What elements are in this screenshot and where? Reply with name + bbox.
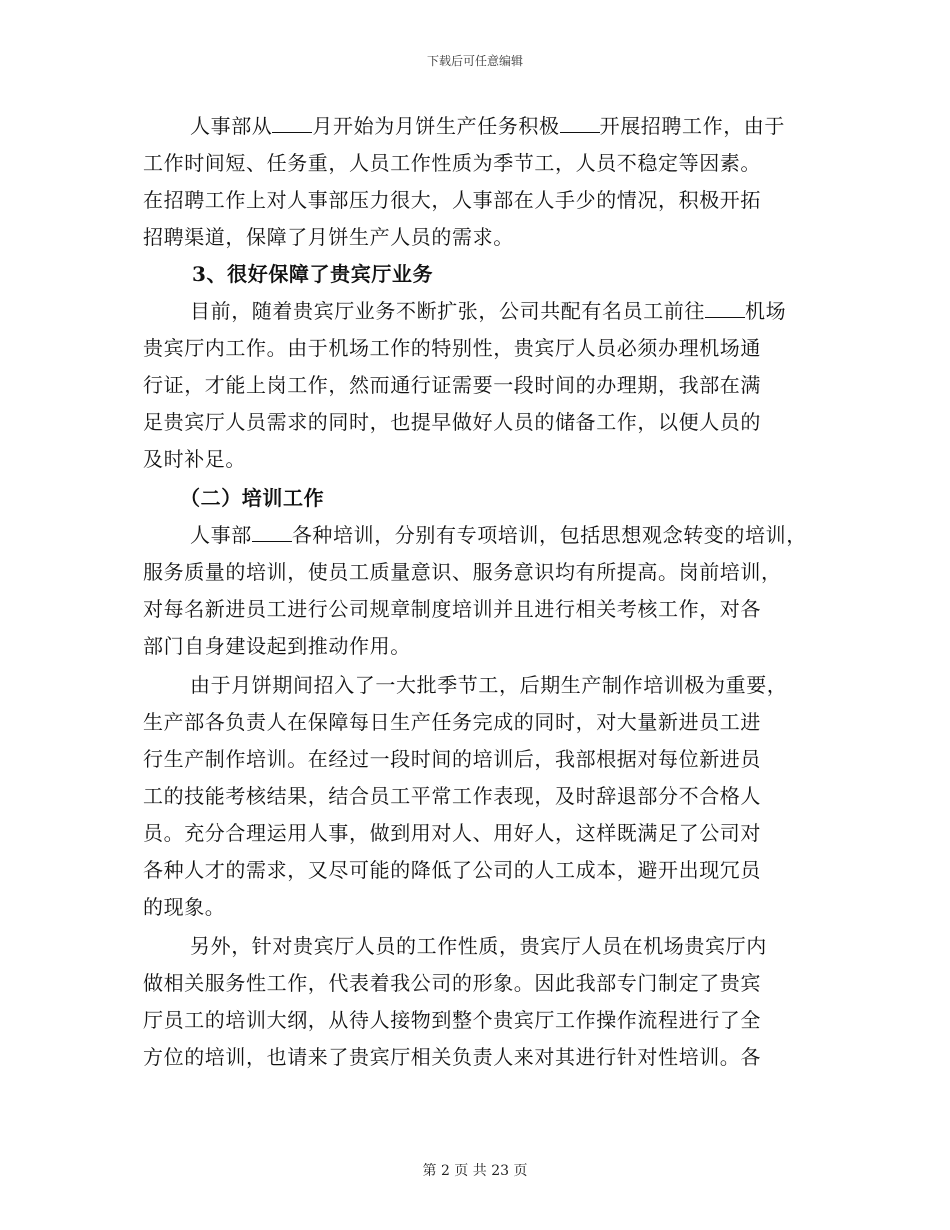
section-heading: 3、很好保障了贵宾厅业务: [192, 262, 434, 286]
text-run: 月开始为月饼生产任务积极: [312, 114, 560, 138]
paragraph-line: 部门自身建设起到推动作用。: [143, 634, 411, 658]
text-run: 目前，随着贵宾厅业务不断扩张，公司共配有名员工前往: [190, 299, 705, 323]
text-run: 人事部: [190, 523, 252, 547]
blank-underline: [705, 299, 745, 318]
blank-underline: [560, 114, 600, 133]
paragraph-line: 工作时间短、任务重，人员工作性质为季节工，人员不稳定等因素。: [143, 151, 761, 175]
paragraph-line: 行证，才能上岗工作，然而通行证需要一段时间的办理期，我部在满: [143, 373, 761, 397]
paragraph-line: 各种人才的需求，又尽可能的降低了公司的人工成本，避开出现冗员: [143, 858, 761, 882]
paragraph-line: 生产部各负责人在保障每日生产任务完成的同时，对大量新进员工进: [143, 710, 761, 734]
blank-underline: [252, 523, 292, 542]
paragraph-line: 及时补足。: [143, 447, 246, 471]
section-heading: （二）培训工作: [180, 486, 325, 510]
paragraph-line: 招聘渠道，保障了月饼生产人员的需求。: [143, 225, 514, 249]
paragraph-line: 方位的培训，也请来了贵宾厅相关负责人来对其进行针对性培训。各: [143, 1045, 761, 1069]
page-footer: 第 2 页 共 23 页: [422, 1163, 528, 1179]
text-run: 开展招聘工作，由于: [599, 114, 786, 138]
paragraph-line: 另外，针对贵宾厅人员的工作性质，贵宾厅人员在机场贵宾厅内: [190, 934, 767, 958]
paragraph-line: 工的技能考核结果，结合员工平常工作表现，及时辞退部分不合格人: [143, 784, 761, 808]
paragraph-line: 服务质量的培训，使员工质量意识、服务意识均有所提高。岗前培训，: [143, 560, 782, 584]
paragraph-line: 贵宾厅内工作。由于机场工作的特别性，贵宾厅人员必须办理机场通: [143, 336, 761, 360]
blank-underline: [272, 114, 312, 133]
text-run: 各种培训，分别有专项培训，包括思想观念转变的培训，: [291, 523, 807, 547]
paragraph-line: 在招聘工作上对人事部压力很大，人事部在人手少的情况，积极开拓: [143, 188, 761, 212]
paragraph-line: [190, 112, 785, 140]
paragraph-line: [190, 521, 807, 549]
paragraph-line: 的现象。: [143, 895, 226, 919]
page-header: 下载后可任意编辑: [426, 54, 523, 68]
paragraph-line: 对每名新进员工进行公司规章制度培训并且进行相关考核工作，对各: [143, 597, 761, 621]
paragraph-line: 由于月饼期间招入了一大批季节工，后期生产制作培训极为重要，: [190, 673, 788, 697]
paragraph-line: 员。充分合理运用人事，做到用对人、用好人，这样既满足了公司对: [143, 821, 761, 845]
text-run: 人事部从: [190, 114, 273, 138]
paragraph-line: 足贵宾厅人员需求的同时，也提早做好人员的储备工作，以便人员的: [143, 410, 761, 434]
paragraph-line: [190, 297, 786, 325]
paragraph-line: 做相关服务性工作，代表着我公司的形象。因此我部专门制定了贵宾: [143, 971, 761, 995]
text-run: 机场: [745, 299, 787, 323]
paragraph-line: 行生产制作培训。在经过一段时间的培训后，我部根据对每位新进员: [143, 747, 761, 771]
paragraph-line: 厅员工的培训大纲，从待人接物到整个贵宾厅工作操作流程进行了全: [143, 1008, 761, 1032]
